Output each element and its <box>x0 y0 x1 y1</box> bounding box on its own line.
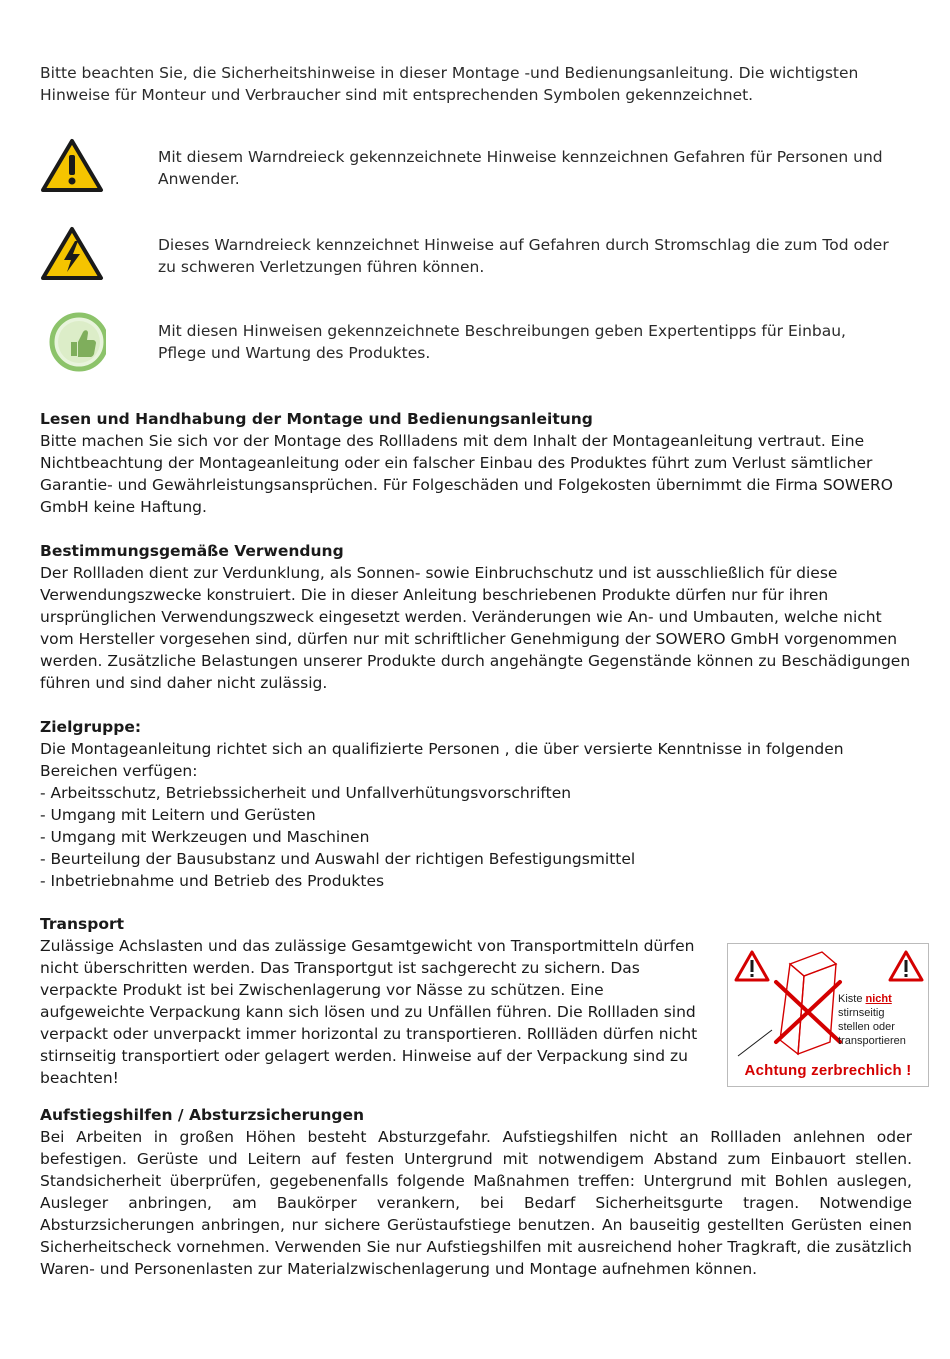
list-item: - Umgang mit Werkzeugen und Maschinen <box>40 828 370 846</box>
fragile-banner: Achtung zerbrechlich ! <box>744 1062 912 1079</box>
section-intended-use-body: Der Rollladen dient zur Verdunklung, als Sonnen- sowie Einbruchschutz und ist ausschließlich für diese Verwendungszwecke konstruiert. Die in dieser Anleitung beschriebenen Produkte dürfen nur für ihren ursprünglichen Verwendungszweck eingesetzt werden. Veränderungen wie An- und Umbauten, welche nicht vom Hersteller vorgesehen sind, dürfen nur mit schriftlicher Genehmigung der SOWERO GmbH vorgenommen werden. Zusätzliche Belastungen unserer Produkte durch angehängte Gegenstände können zu Beschädigungen führen und sind daher nicht zulässig. <box>40 564 911 692</box>
crate-line2: stirnseitig <box>838 1007 885 1019</box>
thumbs-up-icon <box>40 312 106 372</box>
symbol-row-tip <box>40 312 920 372</box>
section-climbing-aids-body: Bei Arbeiten in großen Höhen besteht Absturzgefahr. Aufstiegshilfen nicht an Rollladen anlehnen oder befestigen. Gerüste und Leitern auf festen Untergrund mit notwendigem Abstand zum Einbauort stellen. Standsicherheit überprüfen, gegebenenfalls folgende Maßnahmen treffen: Untergrund mit Bohlen auslegen, Ausleger anbringen, am Baukörper verankern, bei Bedarf Sicherheitsgurte tragen. Notwendige Absturzsicherungen anbringen, nur sichere Gerüstaufstiege benutzen. An bauseitig gestellten Gerüsten einen Sicherheitscheck vornehmen. Verwenden Sie nur Aufstiegshilfen mit ausreichend hoher Tragkraft, die zusätzlich Waren- und Personenlasten zur Materialzwischenlagerung und Montage aufnehmen können. <box>40 1128 912 1278</box>
warning-triangle-icon <box>40 138 106 198</box>
warning-triangle-icon <box>890 952 922 980</box>
crate-line3: stellen oder <box>838 1021 895 1033</box>
section-target-group-body: Die Montageanleitung richtet sich an qualifizierte Personen , die über versierte Kenntnisse in folgenden Bereichen verfügen: <box>40 740 844 780</box>
symbol-row-warning <box>40 138 920 198</box>
section-reading-body: Bitte machen Sie sich vor der Montage des Rollladens mit dem Inhalt der Montageanleitung vertraut. Eine Nichtbeachtung der Montageanleitung oder ein falscher Einbau des Produktes führt zum Verlust sämtlicher Garantie- und Gewährleistungsansprüchen. Für Folgeschäden und Folgekosten übernimmt die Firma SOWERO GmbH keine Haftung. <box>40 432 893 516</box>
section-climbing-aids <box>40 1104 912 1280</box>
list-item: - Inbetriebnahme und Betrieb des Produktes <box>40 872 385 890</box>
crate-line4: transportieren <box>838 1035 906 1047</box>
section-intended-use <box>40 540 912 694</box>
section-target-group <box>40 716 912 892</box>
symbol-row-electric <box>40 226 920 286</box>
symbol-warning-text: Mit diesem Warndreieck gekennzeichnete Hinweise kennzeichnen Gefahren für Personen und Anwender. <box>158 148 883 188</box>
section-intended-use-title: Bestimmungsgemäße Verwendung <box>40 542 344 560</box>
section-reading <box>40 408 912 518</box>
section-reading-title: Lesen und Handhabung der Montage und Bedienungsanleitung <box>40 410 593 428</box>
crate-drawing <box>780 952 836 1054</box>
list-item: - Arbeitsschutz, Betriebssicherheit und Unfallverhütungsvorschriften <box>40 784 572 802</box>
section-climbing-aids-title: Aufstiegshilfen / Absturzsicherungen <box>40 1106 365 1124</box>
intro-text: Bitte beachten Sie, die Sicherheitshinweise in dieser Montage -und Bedienungsanleitung. Die wichtigsten Hinweise für Monteur und Verbraucher sind mit entsprechenden Symbolen gekennzeichnet. <box>40 64 859 104</box>
prohibited-cross-icon <box>776 982 840 1042</box>
target-group-list <box>40 782 912 892</box>
warning-triangle-icon <box>736 952 768 980</box>
list-item: - Beurteilung der Bausubstanz und Auswahl der richtigen Befestigungsmittel <box>40 850 636 868</box>
crate-instruction <box>838 992 928 1048</box>
section-target-group-title: Zielgruppe: <box>40 718 142 736</box>
symbol-electric-text: Dieses Warndreieck kennzeichnet Hinweise auf Gefahren durch Stromschlag die zum Tod oder zu schweren Verletzungen führen können. <box>158 236 889 276</box>
section-transport-body: Zulässige Achslasten und das zulässige Gesamtgewicht von Transportmitteln dürfen nicht überschritten werden. Das Transportgut ist sachgerecht zu sichern. Das verpackte Produkt ist bei Zwischenlagerung vor Nässe zu schützen. Eine aufgeweichte Verpackung kann sich lösen und zu Unfällen führen. Die Rollladen sind verpackt oder unverpackt immer horizontal zu transportieren. Rollläden dürfen nicht stirnseitig transportiert oder gelagert werden. Hinweise auf der Verpackung sind zu beachten! <box>40 937 698 1087</box>
fragile-crate-label <box>727 943 929 1087</box>
crate-line1-prefix: Kiste <box>838 993 866 1005</box>
section-transport-title: Transport <box>40 915 125 933</box>
symbol-tip-text: Mit diesen Hinweisen gekennzeichnete Beschreibungen geben Expertentipps für Einbau, Pflege und Wartung des Produktes. <box>158 322 846 362</box>
crate-line1-emph: nicht <box>865 993 892 1005</box>
electric-hazard-icon <box>40 226 106 286</box>
list-item: - Umgang mit Leitern und Gerüsten <box>40 806 316 824</box>
